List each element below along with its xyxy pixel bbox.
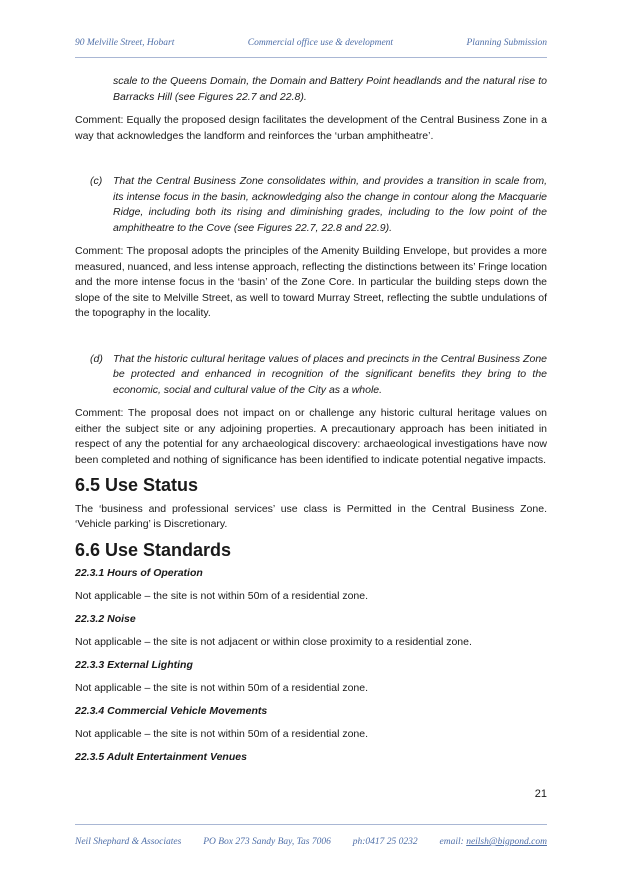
standard-22-3-5-title: 22.3.5 Adult Entertainment Venues xyxy=(75,751,247,763)
objective-c-text: That the Central Business Zone consolidates within, and provides a transition in scale from, its intense focus in the basin, acknowledging also the change in contour along the Macquarie Ridge, including both its rising and diminishing grades, including to the low point of the amphitheatre to the Cove (see Figures 22.7, 22.8 and 22.9). xyxy=(113,175,547,234)
objective-d-text: That the historic cultural heritage values of places and precincts in the Central Business Zone be protected and enhanced in recognition of the significant benefits they bring to the economic, social and cultural value of the City as a whole. xyxy=(113,352,547,396)
footer-po-box: PO Box 273 Sandy Bay, Tas 7006 xyxy=(203,837,331,847)
comment-c: Comment: The proposal adopts the principles of the Amenity Building Envelope, but provides a more measured, nuanced, and less intense approach, reflecting the distinctions between its’ Fringe location and the more intense focus in the ‘basin’ of the Zone Core. In particular the building steps down the slope of the site to Melville Street, as well to toward Murray Street, reflecting the subtle undulations of the topography in the locality. xyxy=(75,245,547,319)
standard-22-3-4-text: Not applicable – the site is not within 50m of a residential zone. xyxy=(75,727,369,740)
header-address: 90 Melville Street, Hobart xyxy=(75,38,175,48)
page-header xyxy=(75,38,547,48)
page-body xyxy=(75,74,547,773)
footer-divider xyxy=(75,824,547,825)
objective-d-label: (d) xyxy=(90,352,103,365)
section-6-6-title: 6.6 Use Standards xyxy=(75,539,232,560)
page-footer xyxy=(75,837,547,847)
standard-22-3-4-title: 22.3.4 Commercial Vehicle Movements xyxy=(75,705,268,717)
footer-email-link[interactable]: neilsh@bigpond.com xyxy=(466,837,547,847)
page-number: 21 xyxy=(534,788,547,800)
standard-22-3-3-text: Not applicable – the site is not within 50m of a residential zone. xyxy=(75,681,369,694)
objective-c xyxy=(75,174,547,236)
section-6-5-title: 6.5 Use Status xyxy=(75,475,199,495)
standard-22-3-2-text: Not applicable – the site is not adjacent or within close proximity to a residential zone. xyxy=(75,635,472,648)
footer-email-label: email: xyxy=(439,837,464,847)
standard-22-3-3-title: 22.3.3 External Lighting xyxy=(75,659,193,671)
standard-22-3-2-title: 22.3.2 Noise xyxy=(75,613,136,625)
section-6-5-text: The ‘business and professional services’ use class is Permitted in the Central Business Zone. ‘Vehicle parking’ is Discretionary. xyxy=(75,502,547,530)
objective-c-label: (c) xyxy=(90,175,103,187)
standard-22-3-1-text: Not applicable – the site is not within 50m of a residential zone. xyxy=(75,589,369,602)
comment-b: Comment: Equally the proposed design facilitates the development of the Central Business Zone in a way that acknowledges the landform and reinforces the ‘urban amphitheatre’. xyxy=(75,114,547,142)
header-doc-type: Planning Submission xyxy=(466,38,547,48)
comment-d: Comment: The proposal does not impact on or challenge any historic cultural heritage values on either the subject site or any adjoining properties. A precautionary approach has been initiated in respect of any the potential for any archaeological discovery: archaeological investigations have now been completed and nothing of significance has been identified to indicate potential negative impacts. xyxy=(75,407,547,466)
header-use: Commercial office use & development xyxy=(247,38,394,48)
footer-phone: ph:0417 25 0232 xyxy=(352,837,418,847)
footer-company: Neil Shephard & Associates xyxy=(75,837,182,847)
standard-22-3-1-title: 22.3.1 Hours of Operation xyxy=(75,567,203,579)
header-divider xyxy=(75,57,547,58)
objective-d xyxy=(75,352,547,399)
quote-continuation: scale to the Queens Domain, the Domain and Battery Point headlands and the natural rise to Barracks Hill (see Figures 22.7 and 22.8). xyxy=(113,75,547,103)
footer-email xyxy=(440,837,547,847)
